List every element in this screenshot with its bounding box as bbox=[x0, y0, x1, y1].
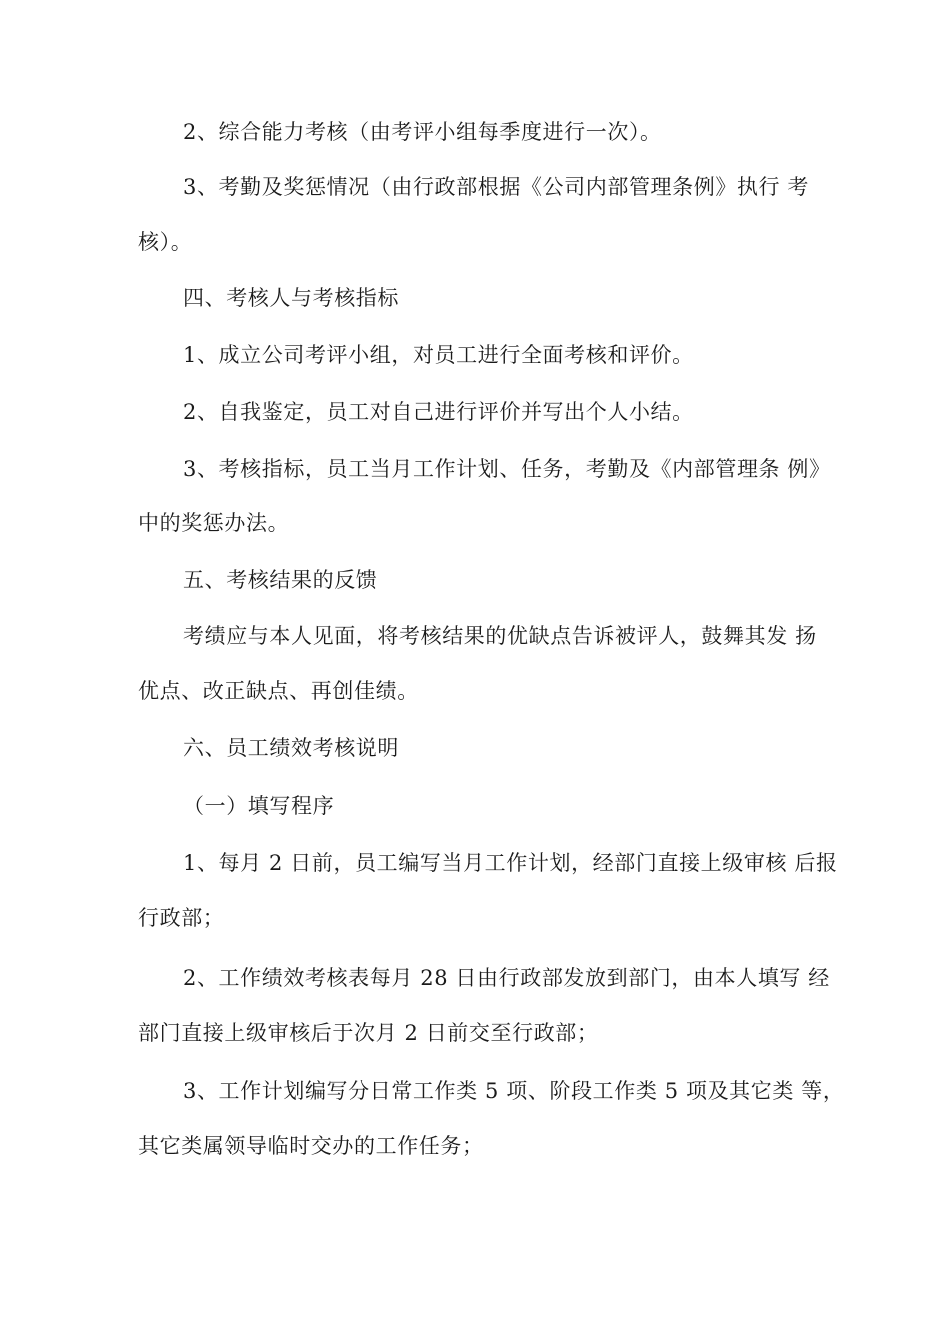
paragraph-line: 行政部； bbox=[138, 906, 225, 930]
section-heading: 四、考核人与考核指标 bbox=[183, 286, 399, 310]
paragraph-line: 中的奖惩办法。 bbox=[138, 511, 290, 535]
paragraph-line: 考绩应与本人见面，将考核结果的优缺点告诉被评人，鼓舞其发 扬 bbox=[183, 624, 817, 648]
paragraph-line: 3、考勤及奖惩情况（由行政部根据《公司内部管理条例》执行 考 bbox=[183, 175, 810, 199]
paragraph-line: 部门直接上级审核后于次月 2 日前交至行政部； bbox=[138, 1021, 599, 1045]
subsection-heading: （一）填写程序 bbox=[183, 794, 335, 818]
section-heading: 五、考核结果的反馈 bbox=[183, 568, 378, 592]
paragraph-line: 2、工作绩效考核表每月 28 日由行政部发放到部门，由本人填写 经 bbox=[183, 966, 830, 990]
paragraph-line: 优点、改正缺点、再创佳绩。 bbox=[138, 679, 419, 703]
paragraph-line: 2、综合能力考核（由考评小组每季度进行一次）。 bbox=[183, 120, 662, 144]
paragraph-line: 2、自我鉴定，员工对自己进行评价并写出个人小结。 bbox=[183, 400, 694, 424]
section-heading: 六、员工绩效考核说明 bbox=[183, 736, 399, 760]
paragraph-line: 1、成立公司考评小组，对员工进行全面考核和评价。 bbox=[183, 343, 694, 367]
paragraph-line: 3、工作计划编写分日常工作类 5 项、阶段工作类 5 项及其它类 等， bbox=[183, 1079, 845, 1103]
paragraph-line: 其它类属领导临时交办的工作任务； bbox=[138, 1134, 484, 1158]
paragraph-line: 核）。 bbox=[138, 230, 193, 254]
paragraph-line: 3、考核指标，员工当月工作计划、任务，考勤及《内部管理条 例》 bbox=[183, 457, 831, 481]
paragraph-line: 1、每月 2 日前，员工编写当月工作计划，经部门直接上级审核 后报 bbox=[183, 851, 838, 875]
